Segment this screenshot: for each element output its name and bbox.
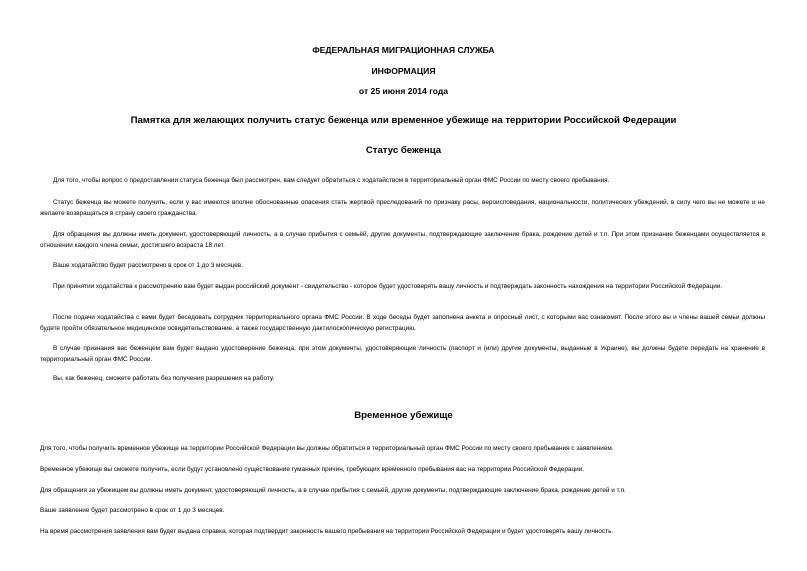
paragraph: Вы, как беженец, сможете работать без получения разрешения на работу.: [53, 375, 275, 382]
paragraph: При принятии ходатайства к рассмотрению вам будет выдан российский документ - свидетельство - которое будет удостоверять вашу личность и подтверждать законность нахождения на территории Российской Федерации.: [53, 283, 723, 290]
paragraph: В случае признания вас беженцем вам будет выдано удостоверение беженца, при этом документы, удостоверяющие личность (паспорт и (или) другие документы, выданные в Украине), вы должны будете передать на хранение в территориальный орган ФМС России.: [40, 345, 765, 363]
paragraph: Для того, чтобы вопрос о предоставлении статуса беженца был рассмотрен, вам следует обратиться с ходатайством в территориальный орган ФМС России по месту своего пребывания.: [53, 177, 610, 184]
paragraph: Для обращения за убежищем вы должны иметь документ, удостоверяющий личность, а в случае прибытия с семьёй, другие документы, подтверждающие заключение брака, рождение детей и т.п.: [40, 487, 626, 494]
document-title: Памятка для желающих получить статус беженца или временное убежище на территории Российской Федерации: [130, 115, 677, 126]
document-type: ИНФОРМАЦИЯ: [371, 66, 436, 76]
paragraph: После подачи ходатайства с вами будет беседовать сотрудник территориального органа ФМС России. В ходе беседы будет заполнена анкета и опросный лист, с которыми вас ознакомят. После этого вы и члены вашей семьи должны будете пройти обязательное медицинское освидетельствование, а также государственную дактилоскопическую регистрацию.: [40, 314, 765, 332]
agency-name: ФЕДЕРАЛЬНАЯ МИГРАЦИОННАЯ СЛУЖБА: [312, 45, 495, 55]
paragraph: Для того, чтобы получить временное убежище на территории Российской Федерации вы должны обратиться в территориальный орган ФМС России по месту своего пребывания с заявлением.: [40, 445, 614, 452]
paragraph: Ваше ходатайство будет рассмотрено в срок от 1 до 3 месяцев.: [53, 262, 243, 269]
paragraph: Ваше заявление будет рассмотрено в срок от 1 до 3 месяцев.: [40, 507, 225, 514]
paragraph: Статус беженца вы можете получить, если у вас имеются вполне обоснованные опасения стать жертвой преследований по признаку расы, вероисповедания, национальности, политических убеждений, в силу чего вы не можете и не желаете возвращаться в страну своего гражданства.: [40, 199, 765, 217]
section-heading-temporary-asylum: Временное убежище: [354, 410, 453, 421]
paragraph: На время рассмотрения заявления вам будет выдана справка, которая подтвердит законность вашего пребывания на территории Российской Федерации и будет удостоверять вашу личность.: [40, 528, 614, 535]
section-heading-refugee-status: Статус беженца: [365, 145, 442, 156]
paragraph: Временное убежище вы сможете получить, если будут установлено существование гуманных причин, требующих временного пребывания вас на территории Российской Федерации.: [40, 466, 585, 473]
document-date: от 25 июня 2014 года: [358, 86, 449, 96]
paragraph: Для обращения вы должны иметь документ, удостоверяющий личность, а в случае прибытия с семьёй, другие документы, подтверждающие заключение брака, рождение детей и т.п. При этом признание беженцами осуществляется в отношении каждого члена семьи, достигшего возраста 18 лет.: [40, 231, 765, 249]
